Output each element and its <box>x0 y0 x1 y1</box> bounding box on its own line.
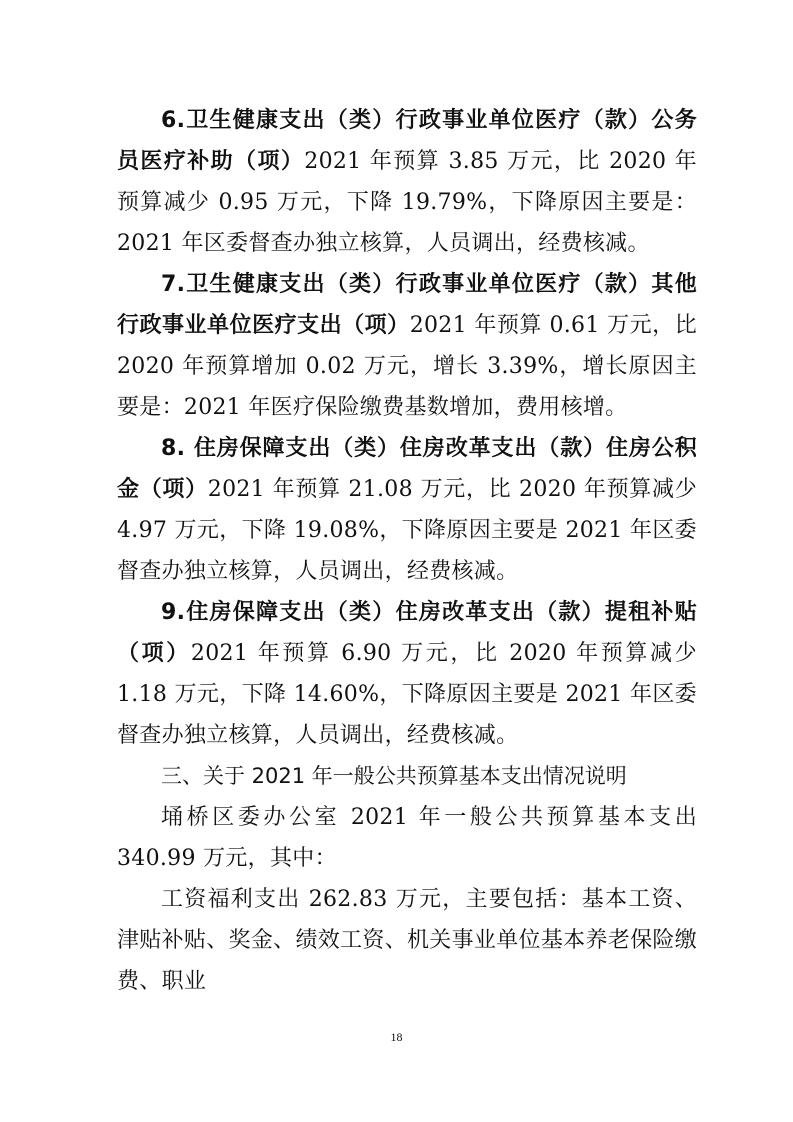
paragraph-heading: 7.卫生健康支出（类）行政事业单位医疗（款）其他行政事业单位医疗支出（项） <box>117 272 697 338</box>
paragraph-body: 2021 年预算 21.08 万元，比 2020 年预算减少 4.97 万元，下降 19.08%，下降原因主要是 2021 年区委督查办独立核算，人员调出，经费核减。 <box>117 477 697 584</box>
paragraph-heading: 6.卫生健康支出（类）行政事业单位医疗（款）公务员医疗补助（项） <box>117 108 697 174</box>
paragraph-item-8 <box>117 428 697 592</box>
paragraph-body: 2021 年预算 0.61 万元，比 2020 年预算增加 0.02 万元，增长 3.39%，增长原因主要是：2021 年医疗保险缴费基数增加，费用核增。 <box>117 313 697 420</box>
paragraph-item-7 <box>117 264 697 428</box>
paragraph-heading: 9.住房保障支出（类）住房改革支出（款）提租补贴（项） <box>117 600 697 666</box>
page-number: 18 <box>390 1030 403 1044</box>
paragraph-item-6 <box>117 100 697 264</box>
paragraph-body: 2021 年预算 3.85 万元，比 2020 年预算减少 0.95 万元，下降 19.79%，下降原因主要是：2021 年区委督查办独立核算，人员调出，经费核减。 <box>117 149 697 256</box>
section-heading: 三、关于 2021 年一般公共预算基本支出情况说明 <box>161 764 627 788</box>
page-content <box>117 100 697 1002</box>
section-paragraph: 埇桥区委办公室 2021 年一般公共预算基本支出 340.99 万元，其中： <box>117 805 697 871</box>
section-paragraph: 工资福利支出 262.83 万元，主要包括：基本工资、津贴补贴、奖金、绩效工资、机关事业单位基本养老保险缴费、职业 <box>117 887 697 994</box>
paragraph-item-9 <box>117 592 697 756</box>
paragraph-heading: 8. 住房保障支出（类）住房改革支出（款）住房公积金（项） <box>117 436 697 502</box>
paragraph-body: 2021 年预算 6.90 万元，比 2020 年预算减少 1.18 万元，下降 14.60%，下降原因主要是 2021 年区委督查办独立核算，人员调出，经费核减。 <box>117 641 697 748</box>
